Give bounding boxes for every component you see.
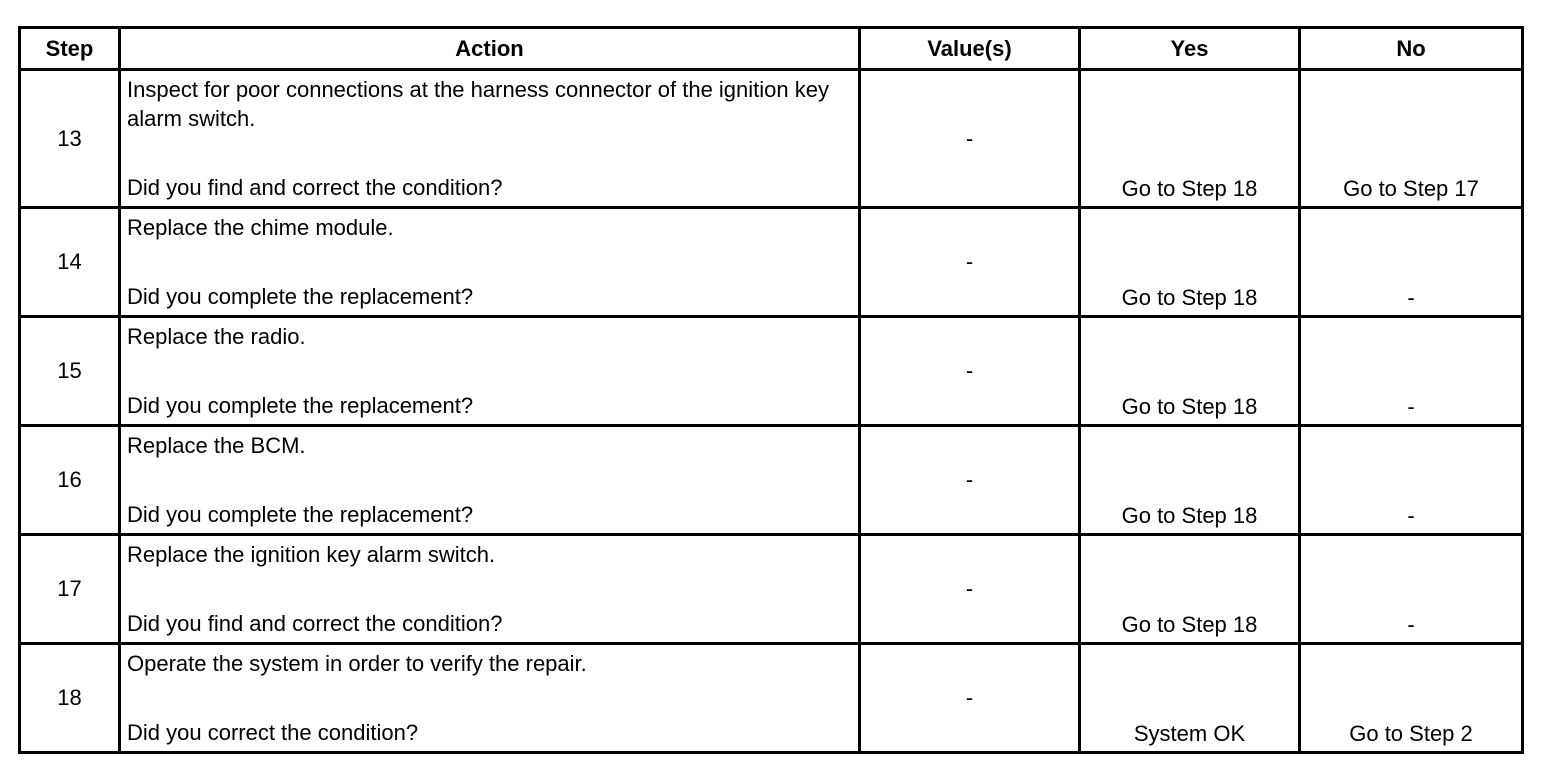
table-row [20, 70, 1523, 208]
action-instruction: Replace the radio. [127, 324, 306, 349]
action-instruction: Replace the chime module. [127, 215, 394, 240]
action-cell [120, 644, 860, 753]
table-row [20, 644, 1523, 753]
action-cell [120, 208, 860, 317]
no-cell: Go to Step 17 [1300, 70, 1523, 208]
action-cell [120, 70, 860, 208]
action-question: Did you complete the replacement? [127, 393, 474, 418]
action-question: Did you find and correct the condition? [127, 611, 503, 636]
yes-cell: Go to Step 18 [1080, 426, 1300, 535]
yes-cell: Go to Step 18 [1080, 317, 1300, 426]
action-instruction: Inspect for poor connections at the harness connector of the ignition key alarm switch. [127, 77, 829, 131]
table-row [20, 535, 1523, 644]
yes-cell: System OK [1080, 644, 1300, 753]
yes-cell: Go to Step 18 [1080, 535, 1300, 644]
no-cell: Go to Step 2 [1300, 644, 1523, 753]
step-number: 17 [20, 535, 120, 644]
step-number: 16 [20, 426, 120, 535]
step-number: 14 [20, 208, 120, 317]
value-cell: - [860, 317, 1080, 426]
value-cell: - [860, 535, 1080, 644]
action-question: Did you find and correct the condition? [127, 175, 503, 200]
yes-cell: Go to Step 18 [1080, 70, 1300, 208]
no-cell: - [1300, 535, 1523, 644]
step-number: 18 [20, 644, 120, 753]
header-step: Step [20, 28, 120, 70]
no-cell: - [1300, 426, 1523, 535]
table-row [20, 426, 1523, 535]
diagnostic-table [18, 26, 1524, 754]
yes-cell: Go to Step 18 [1080, 208, 1300, 317]
action-cell [120, 535, 860, 644]
header-no: No [1300, 28, 1523, 70]
no-cell: - [1300, 208, 1523, 317]
action-question: Did you correct the condition? [127, 720, 419, 745]
no-cell: - [1300, 317, 1523, 426]
header-action: Action [120, 28, 860, 70]
action-instruction: Replace the BCM. [127, 433, 306, 458]
step-number: 13 [20, 70, 120, 208]
action-cell [120, 426, 860, 535]
header-values: Value(s) [860, 28, 1080, 70]
action-instruction: Replace the ignition key alarm switch. [127, 542, 496, 567]
step-number: 15 [20, 317, 120, 426]
action-instruction: Operate the system in order to verify the repair. [127, 651, 587, 676]
header-row [20, 28, 1523, 70]
table-row [20, 208, 1523, 317]
action-question: Did you complete the replacement? [127, 284, 474, 309]
action-question: Did you complete the replacement? [127, 502, 474, 527]
value-cell: - [860, 426, 1080, 535]
header-yes: Yes [1080, 28, 1300, 70]
value-cell: - [860, 208, 1080, 317]
action-cell [120, 317, 860, 426]
value-cell: - [860, 644, 1080, 753]
table-row [20, 317, 1523, 426]
value-cell: - [860, 70, 1080, 208]
